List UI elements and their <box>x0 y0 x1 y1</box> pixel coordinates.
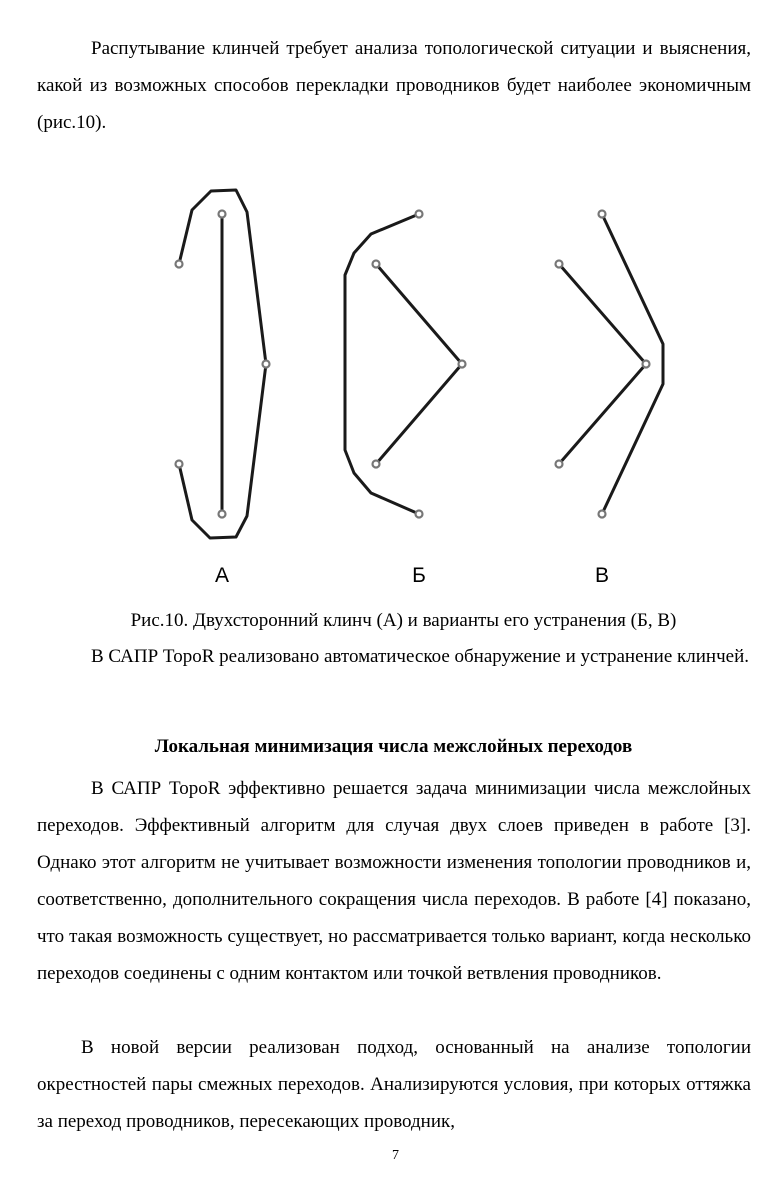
pin-c-3 <box>643 361 650 368</box>
paragraph-3: В САПР TopoR эффективно решается задача минимизации числа межслойных переходов. Эффективный алгоритм для случая двух слоев приведен в работе [3]. Однако этот алгоритм не учитывает возможности изменения топологии проводников и, соответственно, дополнительного сокращения числа переходов. В работе [4] показано, что такая возможность существует, но рассматривается только вариант, когда несколько переходов соединены с одним контактом или точкой ветвления проводников. <box>37 778 751 984</box>
pin-b-2 <box>373 261 380 268</box>
pin-b-5 <box>416 511 423 518</box>
pin-c-1 <box>599 211 606 218</box>
wire-b-outer-loop <box>345 214 419 514</box>
label-a: А <box>214 564 230 587</box>
diagram-c <box>556 211 664 588</box>
pin-c-2 <box>556 261 563 268</box>
pin-a-1 <box>219 211 226 218</box>
wire-c-outer <box>602 214 663 514</box>
pin-c-5 <box>599 511 606 518</box>
pin-a-4 <box>176 461 183 468</box>
diagram-a <box>176 190 270 587</box>
pin-a-2 <box>219 511 226 518</box>
pin-b-3 <box>459 361 466 368</box>
figure-caption: Рис.10. Двухсторонний клинч (А) и варианты его устранения (Б, В) <box>130 610 677 631</box>
label-b: Б <box>412 564 426 587</box>
paragraph-1: Распутывание клинчей требует анализа топологической ситуации и выяснения, какой из возможных способов перекладки проводников будет наиболее экономичным (рис.10). <box>37 38 751 133</box>
pin-c-4 <box>556 461 563 468</box>
diagram-b <box>345 211 466 588</box>
paragraph-4: В новой версии реализован подход, основанный на анализе топологии окрестностей пары смежных переходов. Анализируются условия, при которых оттяжка за переход проводников, пересекающих проводник, <box>37 1037 751 1132</box>
paragraph-2: В САПР TopoR реализовано автоматическое обнаружение и устранение клинчей. <box>91 646 749 667</box>
wire-c-wedge <box>559 264 646 464</box>
pin-a-5 <box>263 361 270 368</box>
pin-b-1 <box>416 211 423 218</box>
label-c: В <box>594 564 610 587</box>
pin-a-3 <box>176 261 183 268</box>
pin-b-4 <box>373 461 380 468</box>
wire-b-wedge <box>376 264 462 464</box>
figure-10 <box>0 170 779 600</box>
section-heading: Локальная минимизация числа межслойных переходов <box>154 736 633 757</box>
page-number: 7 <box>392 1148 399 1163</box>
